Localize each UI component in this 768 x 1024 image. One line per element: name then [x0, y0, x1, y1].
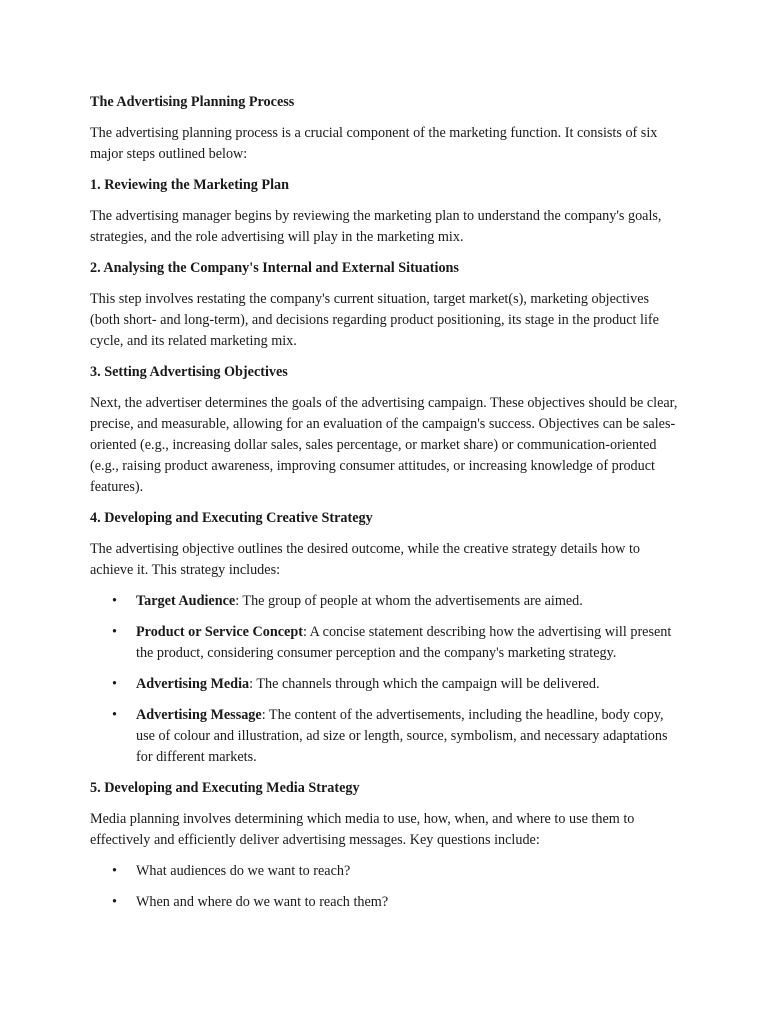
- media-strategy-list: [90, 861, 680, 913]
- list-item: [90, 705, 680, 768]
- list-item: [90, 892, 680, 913]
- list-item-text: : The group of people at whom the advertisements are aimed.: [235, 593, 583, 609]
- bullet-icon: •: [112, 863, 117, 879]
- list-item-term: Target Audience: [136, 593, 236, 609]
- document-title: The Advertising Planning Process: [90, 94, 295, 110]
- section-4-body: The advertising objective outlines the desired outcome, while the creative strategy details how to achieve it. This strategy includes:: [90, 541, 640, 578]
- section-3-heading: 3. Setting Advertising Objectives: [90, 364, 288, 380]
- section-2-body: This step involves restating the company's current situation, target market(s), marketing objectives (both short- and long-term), and decisions regarding product positioning, its stage in the product life cycle, and its related marketing mix.: [90, 291, 659, 349]
- list-item-text: What audiences do we want to reach?: [136, 863, 351, 879]
- list-item: [90, 591, 680, 612]
- section-2-heading: 2. Analysing the Company's Internal and External Situations: [90, 260, 459, 276]
- list-item-text: : The content of the advertisements, including the headline, body copy, use of colour and illustration, ad size or length, source, symbolism, and necessary adaptations for different markets.: [136, 707, 668, 765]
- list-item-text: When and where do we want to reach them?: [136, 894, 389, 910]
- list-item: [90, 674, 680, 695]
- creative-strategy-list: [90, 591, 680, 768]
- section-5-body: Media planning involves determining which media to use, how, when, and where to use them to effectively and efficiently deliver advertising messages. Key questions include:: [90, 811, 635, 848]
- bullet-icon: •: [112, 624, 117, 640]
- section-1-heading: 1. Reviewing the Marketing Plan: [90, 177, 289, 193]
- intro-paragraph: The advertising planning process is a crucial component of the marketing function. It consists of six major steps outlined below:: [90, 125, 658, 162]
- list-item-term: Advertising Media: [136, 676, 250, 692]
- list-item-term: Advertising Message: [136, 707, 262, 723]
- section-1-body: The advertising manager begins by reviewing the marketing plan to understand the company's goals, strategies, and the role advertising will play in the marketing mix.: [90, 208, 662, 245]
- list-item-term: Product or Service Concept: [136, 624, 303, 640]
- bullet-icon: •: [112, 707, 117, 723]
- bullet-icon: •: [112, 894, 117, 910]
- list-item-text: : A concise statement describing how the advertising will present the product, considering consumer perception and the company's marketing strategy.: [136, 624, 672, 661]
- list-item: [90, 622, 680, 664]
- bullet-icon: •: [112, 676, 117, 692]
- list-item-text: : The channels through which the campaign will be delivered.: [249, 676, 600, 692]
- section-5-heading: 5. Developing and Executing Media Strategy: [90, 780, 360, 796]
- section-3-body: Next, the advertiser determines the goals of the advertising campaign. These objectives should be clear, precise, and measurable, allowing for an evaluation of the campaign's success. Objectives can be sales-oriented (e.g., increasing dollar sales, sales percentage, or market share) or communication-oriented (e.g., raising product awareness, improving consumer attitudes, or increasing knowledge of product features).: [90, 395, 678, 495]
- document-page: [90, 92, 680, 923]
- list-item: [90, 861, 680, 882]
- bullet-icon: •: [112, 593, 117, 609]
- section-4-heading: 4. Developing and Executing Creative Strategy: [90, 510, 373, 526]
